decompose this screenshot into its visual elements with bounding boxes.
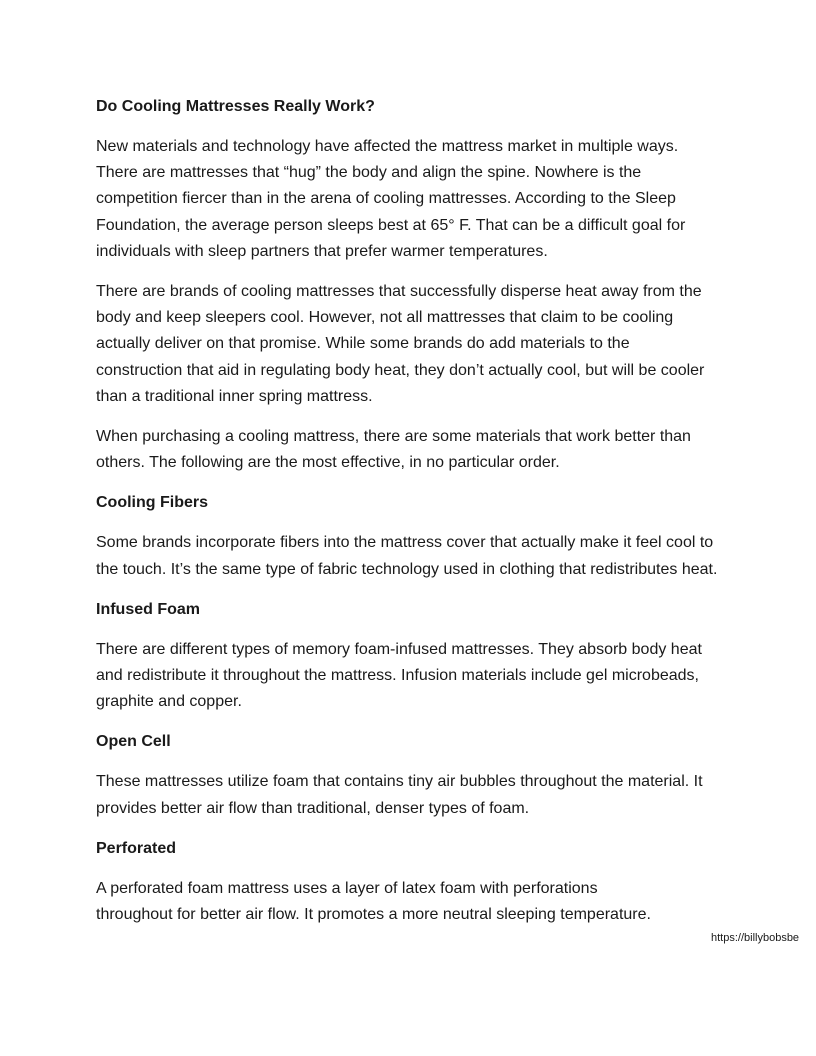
section-text-infused-foam: There are different types of memory foam-infused mattresses. They absorb body heat and redistribute it throughout the mattress. Infusion materials include gel microbeads, graphite and copper.	[96, 640, 702, 711]
perforated-line-1: A perforated foam mattress uses a layer of latex foam with perforations	[96, 879, 598, 897]
section-heading-perforated: Perforated	[96, 839, 177, 857]
footer-url-link[interactable]: https://billybobsbe	[711, 932, 800, 944]
section-text-cooling-fibers: Some brands incorporate fibers into the mattress cover that actually make it feel cool to the touch. It’s the same type of fabric technology used in clothing that redistributes heat.	[96, 534, 718, 578]
section-heading-open-cell: Open Cell	[96, 733, 171, 751]
intro-paragraph-2: There are brands of cooling mattresses that successfully disperse heat away from the body and keep sleepers cool. However, not all mattresses that claim to be cooling actually deliver on that promise. While some brands do add materials to the construction that aid in regulating body heat, they don’t actually cool, but will be cooler than a traditional inner spring mattress.	[96, 283, 705, 405]
section-text-open-cell: These mattresses utilize foam that contains tiny air bubbles throughout the material. It provides better air flow than traditional, denser types of foam.	[96, 773, 703, 817]
section-heading-infused-foam: Infused Foam	[96, 600, 201, 618]
section-heading-cooling-fibers: Cooling Fibers	[96, 494, 208, 512]
document-page	[96, 94, 720, 928]
intro-paragraph-3: When purchasing a cooling mattress, there are some materials that work better than others. The following are the most effective, in no particular order.	[96, 428, 691, 472]
document-title: Do Cooling Mattresses Really Work?	[96, 98, 375, 115]
perforated-line-2: throughout for better air flow. It promotes a more neutral sleeping temperature.	[96, 906, 651, 924]
section-text-perforated	[96, 876, 720, 928]
intro-paragraph-1: New materials and technology have affected the mattress market in multiple ways. There are mattresses that “hug” the body and align the spine. Nowhere is the competition fiercer than in the arena of cooling mattresses. According to the Sleep Foundation, the average person sleeps best at 65° F. That can be a difficult goal for individuals with sleep partners that prefer warmer temperatures.	[96, 138, 686, 260]
